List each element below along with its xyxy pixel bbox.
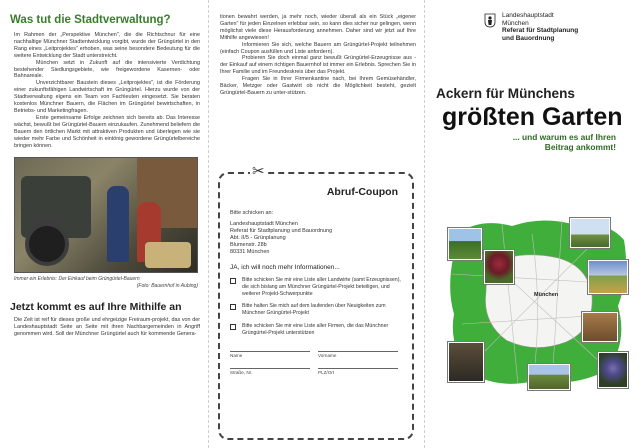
option-news[interactable] <box>230 303 406 317</box>
map-photo-cows <box>528 364 570 390</box>
checkbox[interactable] <box>230 278 236 284</box>
publisher-name <box>502 12 578 42</box>
option-label: Bitte halten Sie mich auf dem laufenden über Neuigkeiten zum Münchner Grüngürtel-Projekt <box>242 303 386 317</box>
produce-crate-shape <box>145 242 191 268</box>
subtitle-line: ... und warum es auf Ihren <box>512 132 616 143</box>
map-photo-flower <box>598 352 628 388</box>
section-heading: Was tut die Stadtverwaltung? <box>10 14 171 26</box>
cover-subtitle <box>428 132 616 152</box>
address-line: Blumenstr. 28b <box>230 242 267 248</box>
address-line: Abt. II/5 - Grünplanung <box>230 235 286 241</box>
publisher-line: München <box>502 19 529 27</box>
checkbox[interactable] <box>230 304 236 310</box>
map-photo-thistle <box>484 250 514 284</box>
address-line: 80331 München <box>230 249 270 255</box>
scissors-icon: ✂ <box>252 163 265 180</box>
map-photo-landscape <box>570 218 610 248</box>
publisher-header <box>484 12 634 42</box>
map-photo-field <box>588 260 628 294</box>
paragraph: Unverzichtbarer Baustein dieses „Leitprojektes", ist die Förderung einer zukunftsfähigen Landwirtschaft im Grüngürtel. Hierzu wurde von der Stadtverwaltung eigens ein Team von Fachleuten eingesetzt. Sie beraten kostenlos Münchner Bauern, die Flächen im Grüngürtel bewirtschaften, in Betriebs- und Marketingfragen. <box>14 80 200 114</box>
farm-shop-photo <box>14 157 198 273</box>
map-photo-tree <box>448 228 482 260</box>
farmer-figure <box>107 186 129 262</box>
address-block <box>230 221 406 256</box>
fold-line-1 <box>208 0 209 448</box>
option-companies-list[interactable] <box>230 323 406 337</box>
vorname-field[interactable]: Vorname <box>318 351 398 358</box>
cover-panel <box>428 0 634 448</box>
plz-field[interactable]: PLZ/Ort <box>318 368 398 375</box>
option-label: Bitte schicken Sie mir eine Liste aller Firmen, die das Münchner Grüngürtel-Projekt unterstützen <box>242 322 389 336</box>
tractor-wheel-shape <box>25 222 69 266</box>
send-to-label: Bitte schicken an: <box>230 210 274 216</box>
paragraph: Erste gemeinsame Erfolge zeichnen sich bereits ab. Das Interesse wächst, bewußt bei Grüngürtel-Bauern einzukaufen. Zunehmend beliefern die Bauern den örtlichen Markt mit attraktiven Produkten und überlegen wie sie wieder mehr Farbe und Schönheit in eintönig gewordene Grüngürtelbereiche bringen können. <box>14 114 200 149</box>
option-label: Bitte schicken Sie mir eine Liste aller Landwirte (samt Erzeugnissen), die sich bislang am Münchner Grüngürtel-Projekt beteiligen, und weiterer Projekt-Schwerpunkte <box>242 277 401 297</box>
photo-credit: (Foto: Bauernhof in Aubing) <box>136 282 198 289</box>
address-line: Landeshauptstadt München <box>230 221 298 227</box>
paragraph: Fragen Sie in Ihrer Firmenkantine nach, bei Ihrem Gemüsehändler, Bäcker, Metzger oder Gastwirt ob nicht die Möglichkeit besteht, gezielt Grüngürtel-Bauern zu unter-stützen. <box>220 76 416 96</box>
cover-title-line2: größten Garten <box>442 103 623 132</box>
paragraph: München setzt in Zukunft auf die intensivierte Verdichtung bestehender Siedlungsgebiete, wie freigewordene Kasernen- oder Bahnareale. <box>14 59 200 80</box>
map-city-label: München <box>534 292 559 298</box>
photo-caption <box>14 276 198 289</box>
address-form-lines <box>230 351 406 375</box>
map-photo-farmer <box>448 342 484 382</box>
request-coupon[interactable] <box>218 172 414 440</box>
section-heading-2: Jetzt kommt es auf Ihre Mithilfe an <box>10 301 182 313</box>
caption-text: Immer ein Erlebnis: Der Einkauf beim Grüngürtel-Bauern <box>14 276 140 283</box>
left-panel <box>6 0 204 448</box>
publisher-dept: Referat für Stadtplanung <box>502 27 579 35</box>
subtitle-line: Beitrag ankommt! <box>544 142 616 153</box>
paragraph: Die Zeit ist reif für dieses große und ehrgeizige Freiraum-projekt, das von der Landeshauptstadt Seite an Seite mit ihren Nachbargemeinden in Angriff genommen wird. Soll der Münchner Grüngürtel auch für kommende Genera- <box>14 317 200 337</box>
paragraph: Informieren Sie sich, welche Bauern am Grüngürtel-Projekt teilnehmen (einfach Coupon ausfüllen und Liste anfordern). <box>220 41 416 55</box>
paragraph: tionen bewahrt werden, ja mehr noch, wieder überall als ein Stück „eigener Garten" für jeden Einzelnen erlebbar sein, so kann dies sicher nur gelingen, wenn möglichst viele diese Herausforderung annehmen. Daher sind wir jetzt auf Ihre Mithilfe angewiesen! <box>220 14 416 41</box>
publisher-dept: und Bauordnung <box>502 34 555 42</box>
greenbelt-map <box>442 214 632 390</box>
munich-crest-icon <box>484 13 496 28</box>
cover-title-line1: Ackern für Münchens <box>436 86 575 102</box>
paragraph: Probieren Sie doch einmal ganz bewußt Grüngürtel-Erzeugnisse aus - der Einkauf auf einem richtigen Bauernhof ist immer ein Erlebnis. Sprechen Sie in Ihrer Familie und im Freundeskreis über das Projekt. <box>220 55 416 76</box>
option-farmers-list[interactable] <box>230 277 406 297</box>
checkbox[interactable] <box>230 324 236 330</box>
name-field[interactable]: Name <box>230 351 310 358</box>
coupon-title: Abruf-Coupon <box>326 186 398 198</box>
map-photo-plants <box>582 312 618 342</box>
fold-line-2 <box>424 0 425 448</box>
street-field[interactable]: Straße, Nr. <box>230 368 310 375</box>
publisher-line: Landeshauptstadt <box>502 12 554 19</box>
paragraph: Im Rahmen der „Perspektive München", die die Richtschnur für eine nachhaltige Münchner Stadtentwicklung vorgibt, wurde der Grüngürtel in den Rang eines „Leitprojektes" erhoben, was seine besondere Bedeutung für die weitere Entwicklung der Stadt unterstreicht. <box>14 32 200 59</box>
address-line: Referat für Stadtplanung und Bauordnung <box>230 228 333 234</box>
request-text: JA, ich will noch mehr Informationen... <box>230 264 340 271</box>
middle-panel <box>212 0 420 448</box>
